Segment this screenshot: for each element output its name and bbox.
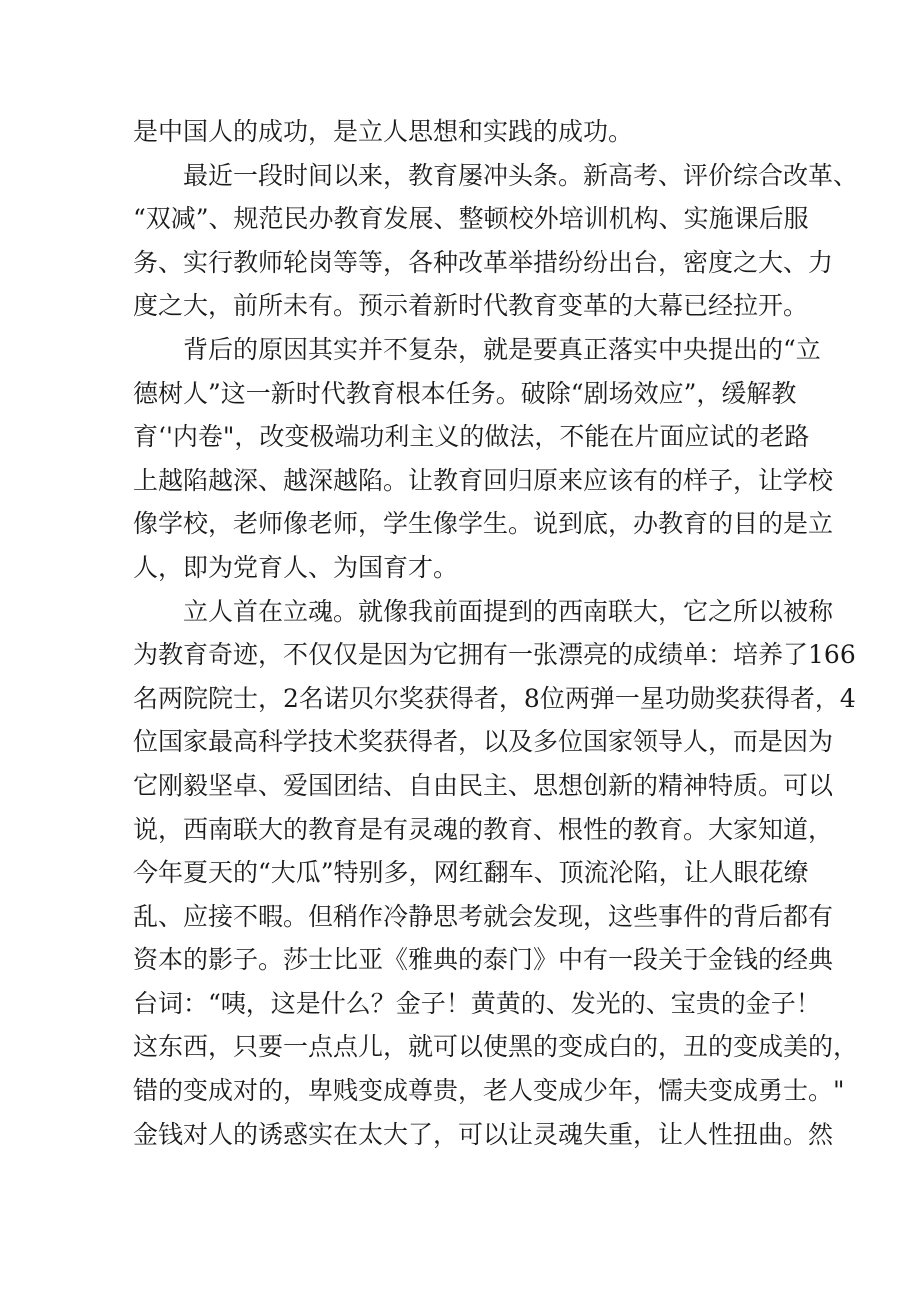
text-line: 像学校，老师像老师，学生像学生。说到底，办教育的目的是立	[133, 509, 834, 539]
document-page	[133, 110, 859, 1156]
text-line: 资本的影子。莎士比亚《雅典的泰门》中有一段关于金钱的经典	[133, 945, 834, 975]
text-line: 这东西，只要一点点儿，就可以使黑的变成白的，丑的变成美的，	[133, 1032, 859, 1062]
text-line: 德树人”这一新时代教育根本任务。破除“剧场效应”，缓解教	[133, 378, 797, 408]
text-line: 背后的原因其实并不复杂，就是要真正落实中央提出的“立	[183, 334, 821, 364]
text-line: 名两院院士，2名诺贝尔奖获得者，8位两弹一星功勋奖获得者，4	[133, 683, 856, 713]
text-line: 金钱对人的诱惑实在太大了，可以让灵魂失重，让人性扭曲。然	[133, 1119, 834, 1149]
text-line: 错的变成对的，卑贱变成尊贵，老人变成少年，懦夫变成勇士。"	[133, 1076, 845, 1106]
text-line: 说，西南联大的教育是有灵魂的教育、根性的教育。大家知道，	[133, 814, 834, 844]
text-line: 它刚毅坚卓、爱国团结、自由民主、思想创新的精神特质。可以	[133, 770, 834, 800]
text-line: 位国家最高科学技术奖获得者，以及多位国家领导人，而是因为	[133, 727, 834, 757]
text-line: 立人首在立魂。就像我前面提到的西南联大，它之所以被称	[183, 596, 834, 626]
text-line: 度之大，前所未有。预示着新时代教育变革的大幕已经拉开。	[133, 291, 809, 321]
text-line: “双减”、规范民办教育发展、整顿校外培训机构、实施课后服	[133, 204, 809, 234]
text-line: 乱、应接不暇。但稍作冷静思考就会发现，这些事件的背后都有	[133, 901, 834, 931]
text-line: 务、实行教师轮岗等等，各种改革举措纷纷出台，密度之大、力	[133, 247, 834, 277]
text-line: 是中国人的成功，是立人思想和实践的成功。	[133, 117, 634, 146]
text-line: 上越陷越深、越深越陷。让教育回归原来应该有的样子，让学校	[133, 465, 834, 495]
text-line: 人，即为党育人、为国育才。	[133, 552, 459, 582]
text-line: 最近一段时间以来，教育屡冲头条。新高考、评价综合改革、	[183, 160, 859, 190]
text-line: 今年夏天的“大瓜”特别多，网红翻车、顶流沦陷，让人眼花缭	[133, 858, 809, 888]
text-line: 为教育奇迹，不仅仅是因为它拥有一张漂亮的成绩单：培养了166	[133, 640, 856, 670]
text-line: 台词：“咦，这是什么？金子！黄黄的、发光的、宝贵的金子！	[133, 988, 821, 1018]
text-line: 育‘'内卷"，改变极端功利主义的做法，不能在片面应试的老路	[133, 422, 810, 452]
